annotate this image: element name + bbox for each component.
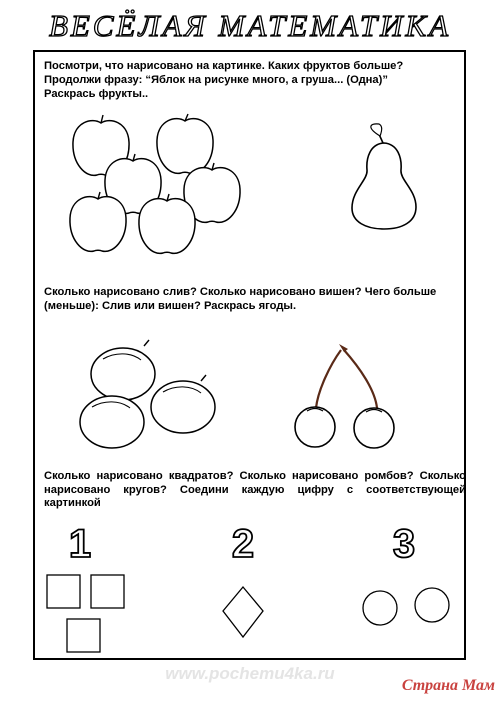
task3-text: Сколько нарисовано квадратов? Сколько нарисовано ромбов? Сколько нарисовано кругов? Соедини каждую цифру с соответствующей картинкой (44, 470, 466, 509)
plum-1 (91, 348, 155, 400)
rhombus (223, 587, 263, 637)
square-1 (47, 575, 80, 608)
site-watermark: www.pochemu4ka.ru (165, 664, 335, 683)
number-3: 3 (392, 522, 416, 566)
task1-line1: Посмотри, что нарисовано на картинке. Каких фруктов больше? (44, 60, 404, 72)
plum-2 (151, 381, 215, 433)
number-2: 2 (231, 522, 255, 566)
plum-3 (80, 396, 144, 448)
square-2 (91, 575, 124, 608)
number-1: 1 (68, 522, 92, 566)
square-3 (67, 619, 100, 652)
plums-group (80, 340, 215, 448)
circle-1 (363, 591, 397, 625)
circle-2 (415, 588, 449, 622)
page-title: ВЕСЁЛАЯ МАТЕМАТИКА (48, 8, 452, 43)
cherries-icon (295, 344, 394, 448)
shapes-group (47, 575, 449, 652)
apples-group (70, 114, 240, 253)
task2-line2: (меньше): Слив или вишен? Раскрась ягоды. (44, 300, 297, 312)
task1-line2: Продолжи фразу: “Яблок на рисунке много, а груша... (Одна)” (44, 74, 388, 86)
apple-5 (70, 197, 126, 252)
pear-icon (352, 124, 416, 229)
task1-line3: Раскрась фрукты.. (44, 88, 149, 100)
apple-2 (157, 119, 213, 174)
apple-6 (139, 199, 195, 254)
strana-mam-logo: Страна Мам (401, 677, 495, 694)
task2-line1: Сколько нарисовано слив? Сколько нарисовано вишен? Чего больше (44, 286, 437, 298)
